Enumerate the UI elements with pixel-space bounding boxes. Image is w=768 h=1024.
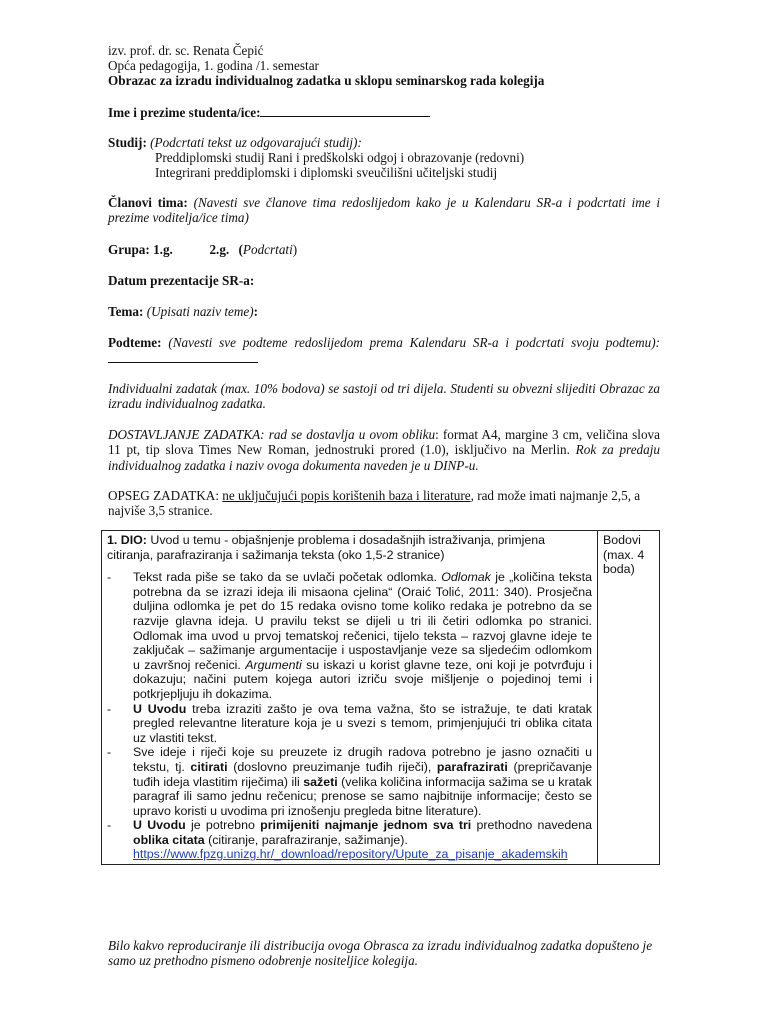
opseg-underline: ne uključujući popis korištenih baza i literature <box>222 488 471 503</box>
grupa-option-1[interactable]: 1.g. <box>153 242 173 257</box>
part-desc: Uvod u temu - objašnjenje problema i dosadašnjih istraživanja, primjena citiranja, parafraziranja i sažimanja teksta (oko 1,5-2 stranice) <box>107 533 546 562</box>
tema-hint: (Upisati naziv teme) <box>146 304 254 319</box>
copyright-note: Bilo kakvo reproduciranje ili distribucija ovoga Obrasca za izradu individualnog zadatka dopušteno je samo uz prethodno pismeno odobrenje nositeljice kolegija. <box>108 938 653 969</box>
dostava-italic: rad se dostavlja u ovom obliku <box>268 427 436 442</box>
list-item: - U Uvodu treba izraziti zašto je ova tema važna, što se istražuje, te dati kratak pregled relevantne literature koja je u svezi s temom, primjenjujući tri oblika citata uz vlastiti tekst. <box>107 701 593 745</box>
grupa-option-2[interactable]: 2.g. <box>209 242 230 257</box>
list-item: - Tekst rada piše se tako da se uvlači početak odlomka. Odlomak je „količina teksta potrebna da se izrazi ideja ili misaona cjelina“ (Oraić Tolić, 2011: 340). Prosječna duljina odlomka je pet do 15 redaka ovisno tome koliko redaka je potrebno da se razvije glavna ideja. U pravilu tekst se dijeli u tri ili četiri odlomka po stranici. Odlomak ima uvod u prvoj tematskoj rečenici, tijelo teksta – razvoj glavne ideje te zaključak – sažimanje argumentacije i uspostavljanje veze sa sljedećim odlomkom u završnoj rečenici. Argumenti su iskazi u korist glavne teze, oni koji je potvrđuju i dokazuju; načini putem kojega autori izriču svoje mišljenje o pojedinoj temi i potkrjepljuju ih dokazima. <box>107 570 592 701</box>
studij-option-1[interactable]: Preddiplomski studij Rani i predškolski odgoj i obrazovanje (redovni) <box>155 150 525 165</box>
dostava-label: DOSTAVLJANJE ZADATKA: <box>108 427 265 442</box>
points-cell <box>598 531 660 865</box>
task-description-cell <box>102 531 598 865</box>
datum-label: Datum prezentacije SR-a: <box>108 273 255 288</box>
studij-line <box>108 135 660 150</box>
list-item: - U Uvodu je potrebno primijeniti najmanje jednom sva tri prethodno navedena oblika citata (citiranje, parafraziranje, sažimanje). https://www.fpzg.unizg.hr/_download/repository/Upute_za_pisanje_akademskih <box>107 818 592 862</box>
tema-label: Tema: <box>108 304 144 319</box>
student-name-label: Ime i prezime studenta/ice: <box>108 105 261 120</box>
dostava-deadline: Rok za predaju individualnog zadatka i naziv ovoga dokumenta naveden je u DINP-u. <box>108 442 660 473</box>
studij-option-2[interactable]: Integrirani preddiplomski i diplomski sveučilišni učiteljski studij <box>155 165 498 180</box>
dostava-paragraph <box>108 427 660 473</box>
task-table <box>101 530 660 865</box>
author-line: izv. prof. dr. sc. Renata Čepić <box>108 43 264 58</box>
clanovi-line <box>108 195 660 226</box>
part-title: 1. DIO: <box>107 533 147 547</box>
studij-hint: (Podcrtati tekst uz odgovarajući studij): <box>150 135 362 150</box>
studij-label: Studij: <box>108 135 147 150</box>
podteme-label: Podteme: <box>108 335 162 350</box>
opseg-text: , rad može imati najmanje 2,5, a najviše 3,5 stranice. <box>108 488 641 519</box>
podteme-hint: (Navesti sve podteme redoslijedom prema Kalendaru SR-a i podcrtati svoju podtemu): <box>168 335 661 350</box>
task-row <box>102 531 660 865</box>
opseg-paragraph <box>108 488 660 519</box>
grupa-label: Grupa: <box>108 242 150 257</box>
opseg-label: OPSEG ZADATKA: <box>108 488 219 503</box>
student-name-field <box>108 104 660 120</box>
document-title: Obrazac za izradu individualnog zadatka u sklopu seminarskog rada kolegija <box>108 73 545 88</box>
guidelines-link[interactable]: https://www.fpzg.unizg.hr/_download/repository/Upute_za_pisanje_akademskih <box>133 847 568 862</box>
part-heading <box>107 533 592 562</box>
dostava-text: : format A4, margine 3 cm, veličina slova 11 pt, tip slova Times New Roman, jednostruki prored (1.0), isključivo na Merlin. <box>108 427 660 458</box>
individual-task-note: Individualni zadatak (max. 10% bodova) se sastoji od tri dijela. Studenti su obvezni slijediti Obrazac za izradu individualnog zadatka. <box>108 381 660 412</box>
course-line: Opća pedagogija, 1. godina /1. semestar <box>108 58 319 73</box>
clanovi-hint: (Navesti sve članove tima redoslijedom kako je u Kalendaru SR-a i podcrtati ime i prezime voditelja/ice tima) <box>108 195 661 226</box>
tema-line: Tema: (Upisati naziv teme): <box>108 304 259 319</box>
podteme-line <box>108 335 660 367</box>
list-item: - Sve ideje i riječi koje su preuzete iz drugih radova potrebno je jasno označiti u tekstu, tj. citirati (doslovno preuzimanje tuđih riječi), parafrazirati (prepričavanje tuđih ideja vlastitim riječima) ili sažeti (velika količina informacija sažima se u kratak paragraf ili samo jednu rečenicu; prenose se samo najbitnije informacije; često se upravo koristi u uvodima pri iznošenju pregleda bitne literature). <box>107 745 592 818</box>
grupa-line: Grupa: 1.g. 2.g. (Podcrtati) <box>108 242 298 257</box>
instruction-list <box>107 570 592 862</box>
podteme-blank[interactable] <box>108 350 258 363</box>
clanovi-label: Članovi tima: <box>108 195 188 210</box>
points-label: Bodovi (max. 4 boda) <box>603 533 645 577</box>
student-name-blank[interactable] <box>260 104 430 117</box>
grupa-hint: Podcrtati <box>242 242 293 257</box>
